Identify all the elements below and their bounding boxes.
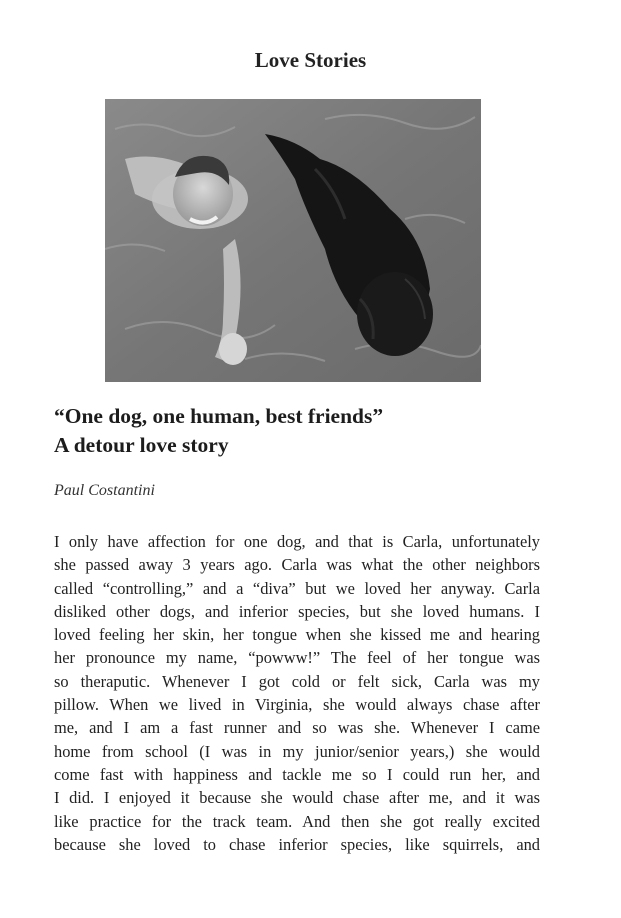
body-line: pillow. When we lived in Virginia, she would always chase after: [54, 695, 540, 715]
body-line: disliked other dogs, and inferior species, but she loved humans. I: [54, 601, 540, 621]
body-line: she passed away 3 years ago. Carla was what the other neighbors: [54, 555, 540, 575]
body-line: come fast with happiness and tackle me so I could run her, and: [54, 764, 540, 784]
body-line: loved feeling her skin, her tongue when she kissed me and hearing: [54, 625, 540, 645]
body-line: like practice for the track team. And then she got really excited: [54, 811, 540, 831]
photo-man-and-dog-swimming: [105, 99, 481, 382]
running-header-title: Love Stories: [254, 48, 367, 72]
article-title: [54, 402, 564, 460]
body-line: so theraputic. Whenever I got cold or felt sick, Carla was my: [54, 671, 540, 691]
article-body: [54, 530, 540, 856]
body-line: her pronounce my name, “powww!” The feel of her tongue was: [54, 648, 540, 668]
body-line: because she loved to chase inferior species, like squirrels, and: [54, 834, 540, 854]
body-line: called “controlling,” and a “diva” but we loved her anyway. Carla: [54, 578, 540, 598]
photo-illustration: [105, 99, 481, 382]
body-line: me, and I am a fast runner and so was she. Whenever I came: [54, 718, 540, 738]
body-line: home from school (I was in my junior/senior years,) she would: [54, 741, 540, 761]
article-title-line-2: A detour love story: [54, 433, 229, 457]
article-title-line-1: “One dog, one human, best friends”: [54, 404, 384, 428]
body-line: I did. I enjoyed it because she would chase after me, and it was: [54, 788, 540, 808]
article-author: Paul Costantini: [54, 482, 155, 499]
body-line: I only have affection for one dog, and that is Carla, unfortunately: [54, 532, 540, 551]
